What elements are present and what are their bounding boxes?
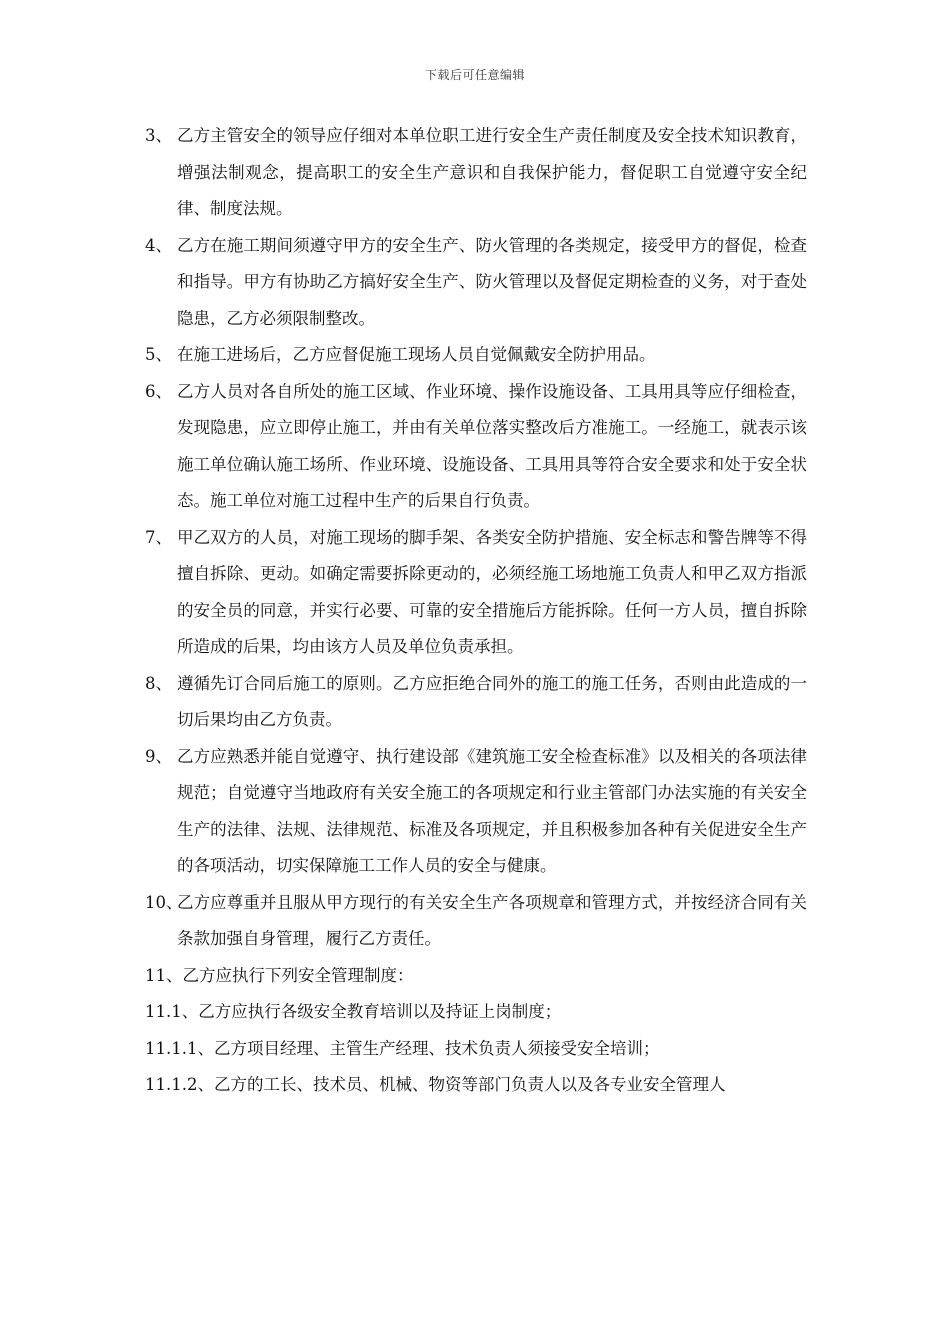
clause-4 xyxy=(145,228,807,338)
clause-number: 8、 xyxy=(145,673,172,693)
clause-number: 7、 xyxy=(145,527,172,547)
clause-text: 乙方应熟悉并能自觉遵守、执行建设部《建筑施工安全检查标准》以及相关的各项法律规范；自觉遵守当地政府有关安全施工的各项规定和行业主管部门办法实施的有关安全生产的法律、法规、法律规范、标准及各项规定，并且积极参加各种有关促进安全生产的各项活动，切实保障施工工作人员的安全与健康。 xyxy=(177,746,807,875)
clause-number: 9、 xyxy=(145,746,172,766)
clause-10 xyxy=(145,885,807,958)
clause-5 xyxy=(145,337,807,374)
clause-text: 在施工进场后，乙方应督促施工现场人员自觉佩戴安全防护用品。 xyxy=(177,345,656,364)
clause-number: 6、 xyxy=(145,381,172,401)
clause-number: 10、 xyxy=(145,892,183,912)
clause-8 xyxy=(145,666,807,739)
document-body xyxy=(145,118,807,1104)
clause-text: 遵循先订合同后施工的原则。乙方应拒绝合同外的施工的施工任务，否则由此造成的一切后果均由乙方负责。 xyxy=(177,673,807,729)
clause-number: 4、 xyxy=(145,235,172,255)
clause-7 xyxy=(145,520,807,666)
clause-text: 乙方在施工期间须遵守甲方的安全生产、防火管理的各类规定，接受甲方的督促，检查和指导。甲方有协助乙方搞好安全生产、防火管理以及督促定期检查的义务，对于查处隐患，乙方必须限制整改。 xyxy=(177,235,807,328)
clause-text: 乙方应尊重并且服从甲方现行的有关安全生产各项规章和管理方式，并按经济合同有关条款加强自身管理，履行乙方责任。 xyxy=(177,892,807,948)
clause-11: 11、乙方应执行下列安全管理制度： xyxy=(145,965,414,985)
clause-11-1-2: 11.1.2、乙方的工长、技术员、机械、物资等部门负责人以及各专业安全管理人 xyxy=(145,1075,726,1094)
clause-text: 甲乙双方的人员，对施工现场的脚手架、各类安全防护措施、安全标志和警告牌等不得擅自拆除、更动。如确定需要拆除更动的，必须经施工场地施工负责人和甲乙双方指派的安全员的同意，并实行必要、可靠的安全措施后方能拆除。任何一方人员，擅自拆除所造成的后果，均由该方人员及单位负责承担。 xyxy=(177,527,807,656)
clause-number: 3、 xyxy=(145,126,172,145)
clause-number: 5、 xyxy=(145,345,172,364)
clause-text: 乙方主管安全的领导应仔细对本单位职工进行安全生产责任制度及安全技术知识教育，增强法制观念，提高职工的安全生产意识和自我保护能力，督促职工自觉遵守安全纪律、制度法规。 xyxy=(177,126,807,218)
clause-3 xyxy=(145,118,807,228)
clause-6 xyxy=(145,374,807,520)
clause-9 xyxy=(145,739,807,885)
clause-11-1: 11.1、乙方应执行各级安全教育培训以及持证上岗制度； xyxy=(145,1002,562,1021)
page-header: 下载后可任意编辑 xyxy=(424,68,525,82)
clause-11-1-1: 11.1.1、乙方项目经理、主管生产经理、技术负责人须接受安全培训； xyxy=(145,1038,660,1058)
clause-text: 乙方人员对各自所处的施工区域、作业环境、操作设施设备、工具用具等应仔细检查，发现隐患，应立即停止施工，并由有关单位落实整改后方准施工。一经施工，就表示该施工单位确认施工场所、作业环境、设施设备、工具用具等符合安全要求和处于安全状态。施工单位对施工过程中生产的后果自行负责。 xyxy=(177,381,807,510)
